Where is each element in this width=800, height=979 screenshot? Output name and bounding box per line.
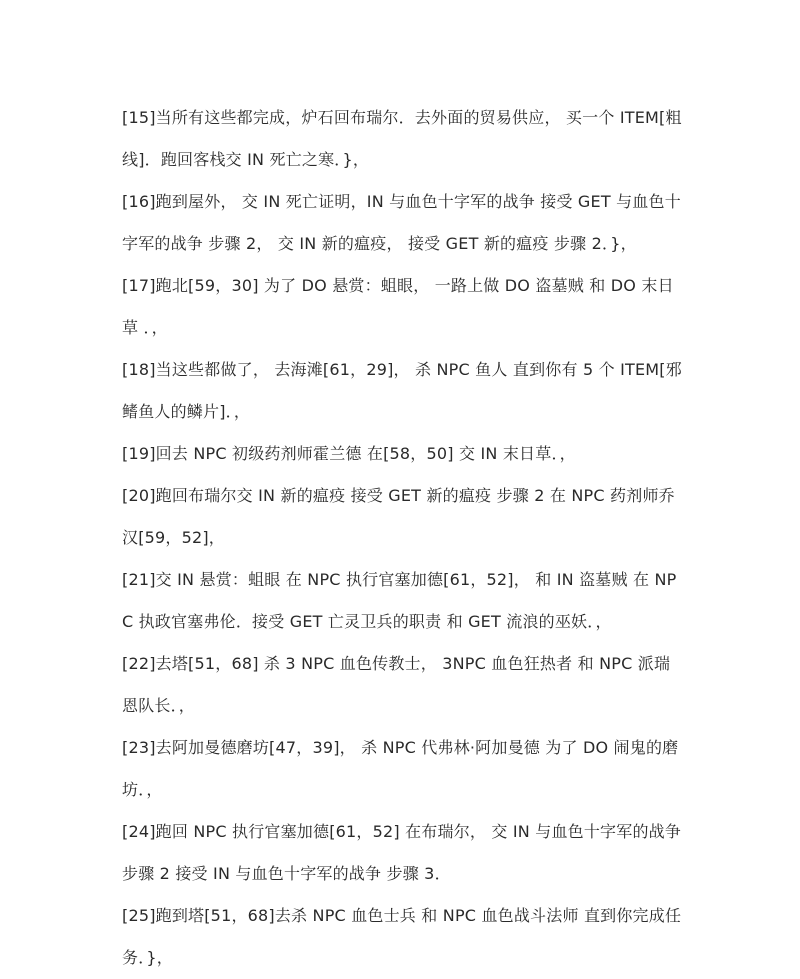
document-body (122, 97, 682, 967)
paragraph-step-17: [17]跑北[59，30] 为了 DO 悬赏：蛆眼， 一路上做 DO 盗墓贼 和 DO 末日草 ．， (122, 276, 674, 337)
paragraph-step-21: [21]交 IN 悬赏：蛆眼 在 NPC 执行官塞加德[61，52]， 和 IN 盗墓贼 在 NPC 执政官塞弗伦．接受 GET 亡灵卫兵的职责 和 GET 流浪的巫妖．， (122, 570, 677, 631)
paragraph-step-22: [22]去塔[51，68] 杀 3 NPC 血色传教士， 3NPC 血色狂热者 和 NPC 派瑞恩队长．， (122, 654, 671, 715)
paragraph-step-15: [15]当所有这些都完成，炉石回布瑞尔．去外面的贸易供应， 买一个 ITEM[粗线]．跑回客栈交 IN 死亡之寒．}， (122, 108, 682, 169)
paragraph-step-19: [19]回去 NPC 初级药剂师霍兰德 在[58，50] 交 IN 末日草．， (122, 444, 576, 463)
paragraph-step-23: [23]去阿加曼德磨坊[47，39]， 杀 NPC 代弗林·阿加曼德 为了 DO 闹鬼的磨坊．， (122, 738, 679, 799)
paragraph-step-25-partial: [25]跑到塔[51，68]去杀 NPC 血色士兵 和 NPC 血色战斗法师 直到你完成任务．}， (122, 906, 682, 967)
paragraph-step-24: [24]跑回 NPC 执行官塞加德[61，52] 在布瑞尔， 交 IN 与血色十字军的战争 步骤 2 接受 IN 与血色十字军的战争 步骤 3． (122, 822, 682, 883)
paragraph-step-16: [16]跑到屋外， 交 IN 死亡证明，IN 与血色十字军的战争 接受 GET 与血色十字军的战争 步骤 2， 交 IN 新的瘟疫， 接受 GET 新的瘟疫 步骤 2．}， (122, 192, 681, 253)
paragraph-step-20: [20]跑回布瑞尔交 IN 新的瘟疫 接受 GET 新的瘟疫 步骤 2 在 NPC 药剂师乔汉[59，52]， (122, 486, 675, 547)
paragraph-step-18: [18]当这些都做了， 去海滩[61，29]， 杀 NPC 鱼人 直到你有 5 个 ITEM[邪鳍鱼人的鳞片]．， (122, 360, 682, 421)
